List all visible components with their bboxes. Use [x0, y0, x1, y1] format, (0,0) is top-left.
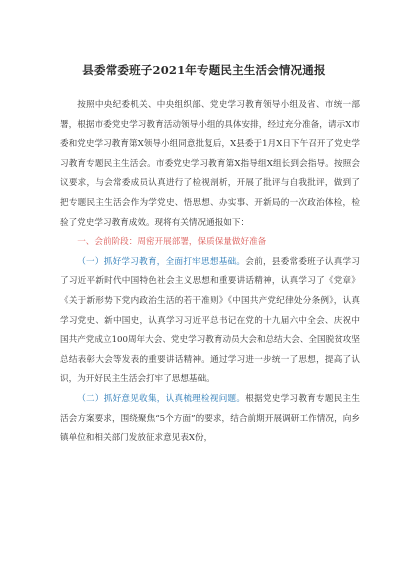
subsection-2-text: 根据党史学习教育专题民主生活会方案要求，围绕聚焦“5个方面”的要求，结合前期开展调研工作情况，向乡镇单位和相关部门发放征求意见表X份， [60, 393, 360, 444]
subsection-1-text: 会前，县委常委班子认真学习了习近平新时代中国特色社会主义思想和重要讲话精神，认真学习了《党章》《关于新形势下党内政治生活的若干准则》《中国共产党纪律处分条例》，认真学习党史、新中国史，认真学习习近平总书记在党的十九届六中全会、庆祝中国共产党成立100周年大会、党史学习教育动员大会和总结大会、全国脱贫攻坚总结表彰大会等发表的重要讲话精神。通过学习进一步统一了思想，提高了认识，为开好民主生活会打牢了思想基础。 [60, 256, 360, 385]
intro-paragraph: 按照中央纪委机关、中央组织部、党史学习教育领导小组及省、市统一部署，根据市委党史学习教育活动领导小组的具体安排，经过充分准备，请示X市委和党史学习教育第X领导小组同意批复后，X县委于1月X日下午召开了党史学习教育专题民主生活会。市委党史学习教育第X指导组X组长到会指导。按照会议要求，与会常委成员认真进行了检视剖析，开展了批评与自我批评，做到了把专题民主生活会作为学党史、悟思想、办实事、开新局的一次政治体检，检验了党史学习教育成效。现将有关情况通报如下： [60, 100, 360, 228]
document-body [60, 96, 360, 449]
document-title: 县委常委班子2021年专题民主生活会情况通报 [82, 63, 326, 77]
subsection-2-paragraph [60, 390, 360, 449]
subsection-1-paragraph [60, 253, 360, 390]
subsection-heading-2: （二）抓好意见收集，认真梳理检视问题。 [77, 393, 246, 404]
subsection-heading-1: （一）抓好学习教育，全面打牢思想基础。 [77, 256, 246, 267]
section-heading-1: 一、会前阶段：周密开展部署，保质保量做好准备 [77, 237, 267, 248]
